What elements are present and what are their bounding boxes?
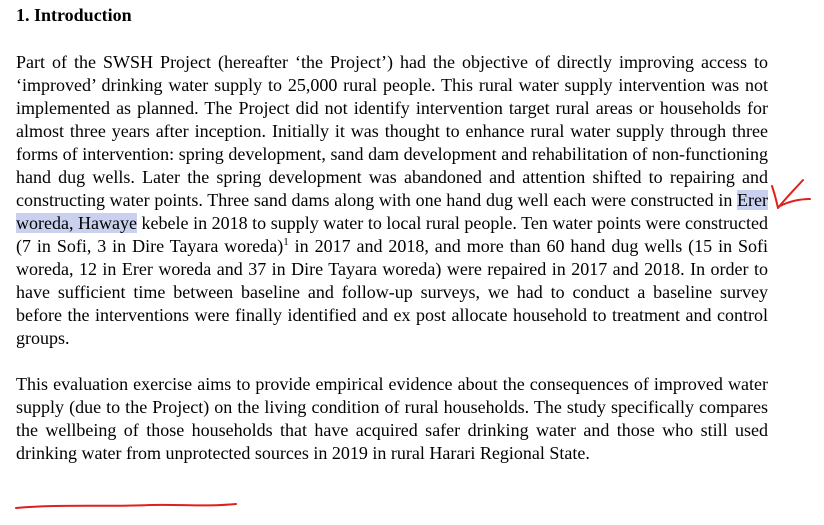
paragraph-2-text-end: .: [585, 443, 590, 463]
checkmark-annotation: [772, 180, 810, 208]
section-heading: 1. Introduction: [16, 5, 132, 25]
underlined-text[interactable]: rural Harari Regional State: [390, 443, 586, 463]
highlighted-text[interactable]: Erer woreda, Hawaye: [16, 190, 768, 233]
underline-annotation: [16, 504, 236, 508]
paragraph-1-text: Part of the SWSH Project (hereafter ‘the Project’) had the objective of directly improving access to ‘improved’ drinking water supply to 25,000 rural people. This rural water supply intervention was not implemented as planned. The Project did not identify intervention target rural areas or households for almost three years after inception. Initially it was thought to enhance rural water supply through three forms of intervention: spring development, sand dam development and rehabilitation of non-functioning hand dug wells. Later the spring development was abandoned and attention shifted to repairing and constructing water points. Three sand dams along with one hand dug well each were constructed in: [16, 52, 768, 210]
footnote-reference[interactable]: 1: [283, 236, 289, 248]
paragraph-2: [16, 373, 768, 465]
document-page: [16, 0, 768, 465]
paragraph-1-text-continued: kebele in 2018 to supply water to local rural people. Ten water points were constructed (7 in Sofi, 3 in Dire Tayara woreda): [16, 213, 769, 256]
paragraph-2-text: This evaluation exercise aims to provide empirical evidence about the consequences of improved water supply (due to the Project) on the living condition of rural households. The study specifically compares the wellbeing of those households that have acquired safer drinking water and those who still used drinking water from unprotected sources in 2019 in: [16, 374, 768, 463]
paragraph-1: [16, 51, 768, 350]
paragraph-1-text-end: in 2017 and 2018, and more than 60 hand dug wells (15 in Sofi woreda, 12 in Erer woreda and 37 in Dire Tayara woreda) were repaired in 2017 and 2018. In order to have sufficient time between baseline and follow-up surveys, we had to conduct a baseline survey before the interventions were finally identified and ex post allocate household to treatment and control groups.: [16, 236, 768, 348]
